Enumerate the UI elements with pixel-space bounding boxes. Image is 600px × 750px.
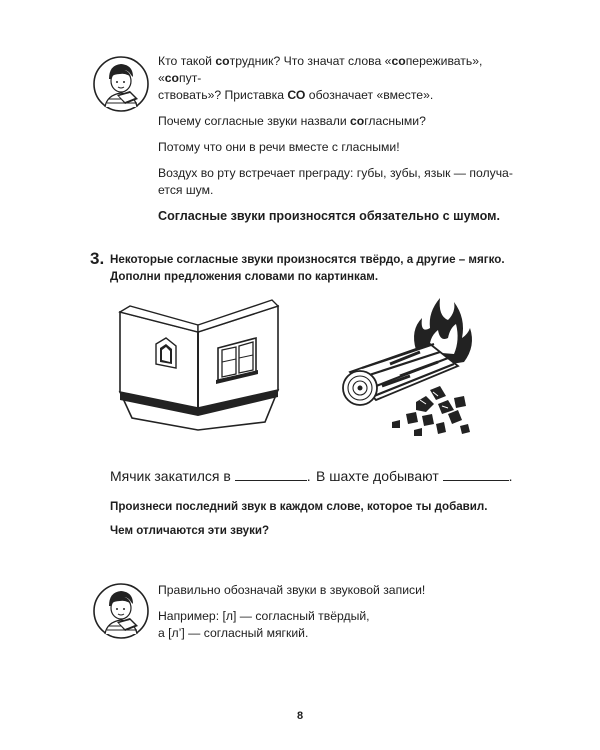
question-last-sound: Произнеси последний звук в каждом слове, которое ты добавил. — [110, 500, 488, 513]
sentence-room: Мячик закатился в . — [110, 468, 311, 484]
task-instruction: Некоторые согласные звуки произносятся твёрдо, а другие – мягко. Дополни предложения словами по картинкам. — [110, 253, 505, 283]
intro-text-block — [158, 53, 528, 234]
intro-question-2: Почему согласные звуки назвали согласными? — [158, 114, 426, 128]
intro-question-1: Кто такой сотрудник? Что значат слова «сопереживать», «сопут- ствовать»? Приставка СО обозначает «вместе». — [158, 54, 483, 102]
notation-note-block — [158, 582, 518, 642]
question-difference: Чем отличаются эти звуки? — [110, 524, 270, 537]
task-number: 3. — [90, 249, 105, 268]
note-example: Например: [л] — согласный твёрдый, а [л’] — согласный мягкий. — [158, 609, 370, 640]
rule-statement: Согласные звуки произносятся обязательно с шумом. — [158, 209, 500, 223]
answer-blank-room[interactable] — [235, 466, 307, 481]
intro-answer-2: Воздух во рту встречает преграду: губы, зубы, язык — получа- ется шум. — [158, 166, 513, 197]
page-number: 8 — [296, 710, 304, 722]
note-line-1: Правильно обозначай звуки в звуковой записи! — [158, 583, 426, 597]
answer-blank-mine[interactable] — [443, 466, 509, 481]
sentence-mine: В шахте добывают . — [316, 468, 513, 484]
reading-boy-avatar-icon — [92, 582, 150, 640]
reading-boy-avatar-icon — [92, 55, 150, 113]
burning-log-coal-illustration — [330, 290, 480, 450]
room-corner-illustration — [110, 292, 290, 442]
intro-answer-1: Потому что они в речи вместе с гласными! — [158, 140, 400, 154]
